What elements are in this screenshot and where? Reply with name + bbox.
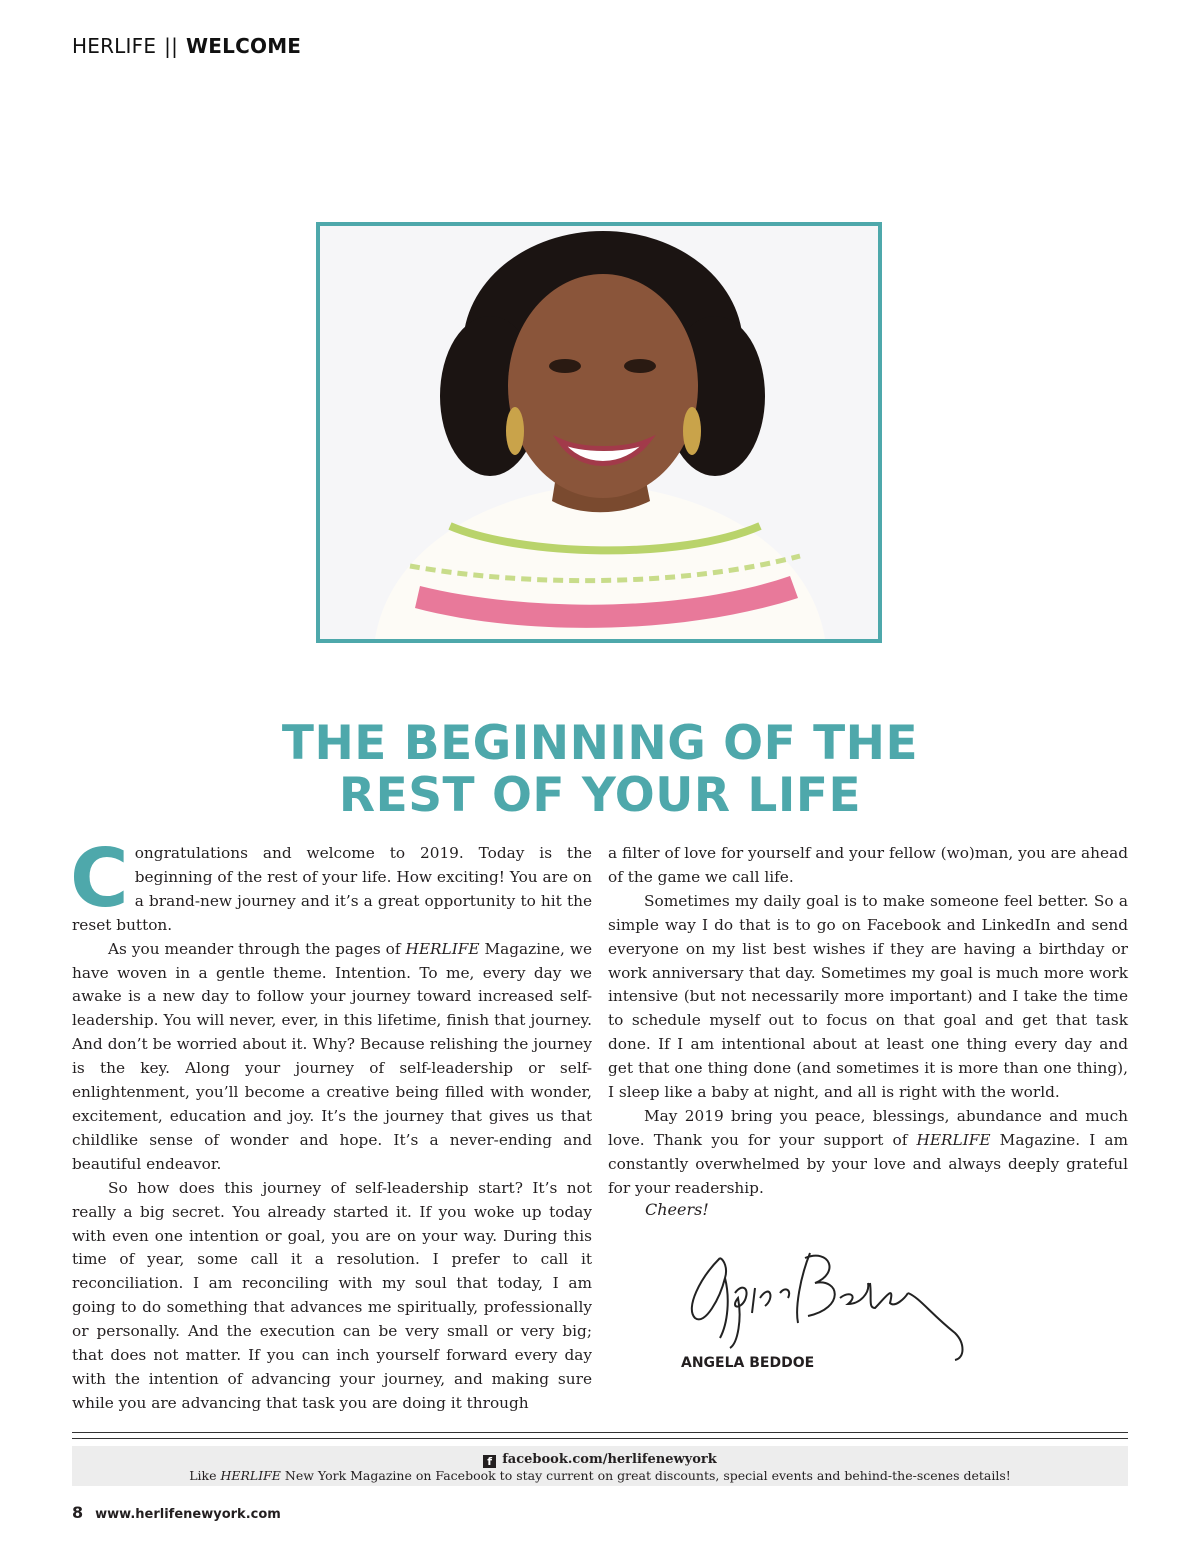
divider-rule xyxy=(72,1438,1128,1439)
facebook-icon: f xyxy=(483,1455,496,1468)
magazine-name-italic: HERLIFE xyxy=(405,939,480,958)
paragraph-3-continued: a filter of love for yourself and your fellow (wo)man, you are ahead of the game we call life. xyxy=(608,844,1128,886)
facebook-link-row[interactable] xyxy=(72,1452,1128,1468)
magazine-name-italic: HERLIFE xyxy=(220,1468,281,1483)
page-footer xyxy=(72,1503,281,1522)
paragraph-2-text-a: As you meander through the pages of xyxy=(108,939,406,958)
title-line-2: REST OF YOUR LIFE xyxy=(338,768,862,823)
page-number: 8 xyxy=(72,1503,84,1522)
title-line-1: THE BEGINNING OF THE xyxy=(281,716,919,771)
facebook-url[interactable]: facebook.com/herlifenewyork xyxy=(502,1452,717,1467)
text-column-left xyxy=(70,832,592,1416)
article-title xyxy=(0,718,1200,822)
promo-text xyxy=(72,1468,1128,1483)
paragraph-4: Sometimes my daily goal is to make someone feel better. So a simple way I do that is to go on Facebook and LinkedIn and send everyone on my list best wishes if they are having a birthday or work anniversary that day. Sometimes my goal is much more work intensive (but not necessarily more important) and I take the time to schedule myself out to focus on that goal and get that task done. If I am intentional about at least one thing every day and get that one thing done (and sometimes it is more than one thing), I sleep like a baby at night, and all is right with the world. xyxy=(608,891,1128,1102)
portrait-illustration xyxy=(320,226,878,639)
website-url[interactable]: www.herlifenewyork.com xyxy=(95,1507,281,1522)
promo-text-a: Like xyxy=(189,1468,221,1483)
paragraph-3: So how does this journey of self-leadership start? It’s not really a big secret. You already started it. If you woke up today with even one intention or goal, you are on your way. During this time of year, some call it a resolution. I prefer to call it reconciliation. I am reconciling with my soul that today, I am going to do something that advances me spiritually, professionally or personally. And the execution can be very small or very big; that does not matter. If you can inch yourself forward every day with the intention of advancing your journey, and making sure while you are advancing that task you are doing it through xyxy=(72,1178,592,1412)
divider-rule xyxy=(72,1432,1128,1433)
paragraph-5 xyxy=(608,1105,1128,1201)
promo-text-b: New York Magazine on Facebook to stay current on great discounts, special events and behind-the-scenes details! xyxy=(280,1468,1011,1483)
drop-cap: C xyxy=(70,832,129,925)
magazine-name: HERLIFE xyxy=(72,34,157,58)
author-photo xyxy=(316,222,882,643)
text-column-right xyxy=(608,842,1128,1201)
handwritten-signature xyxy=(680,1238,980,1368)
header-separator: || xyxy=(164,34,179,58)
paragraph-2 xyxy=(72,938,592,1177)
closing-greeting: Cheers! xyxy=(645,1200,709,1219)
paragraph-1-text: ongratulations and welcome to 2019. Today is the beginning of the rest of your life. How exciting! You are on a brand-new journey and it’s a great opportunity to hit the reset button. xyxy=(72,844,592,934)
facebook-promo xyxy=(72,1446,1128,1486)
magazine-name-italic: HERLIFE xyxy=(916,1130,991,1149)
author-name: ANGELA BEDDOE xyxy=(681,1355,815,1371)
running-header xyxy=(72,34,301,58)
paragraph-5-text-b: Magazine. I am constantly overwhelmed by your love and always deeply grateful for your readership. xyxy=(608,1130,1128,1197)
section-name: WELCOME xyxy=(186,34,302,58)
paragraph-5-text-a: May 2019 bring you peace, blessings, abundance and much love. Thank you for your support of xyxy=(608,1106,1128,1149)
paragraph-2-text-b: Magazine, we have woven in a gentle theme. Intention. To me, every day we awake is a new day to follow your journey toward increased self-leadership. You will never, ever, in this lifetime, finish that journey. And don’t be worried about it. Why? Because relishing the journey is the key. Along your journey of self-leadership or self-enlightenment, you’ll become a creative being filled with wonder, excitement, education and joy. It’s the journey that gives us that childlike sense of wonder and hope. It’s a never-ending and beautiful endeavor. xyxy=(72,939,592,1173)
paragraph-intro xyxy=(70,832,592,938)
